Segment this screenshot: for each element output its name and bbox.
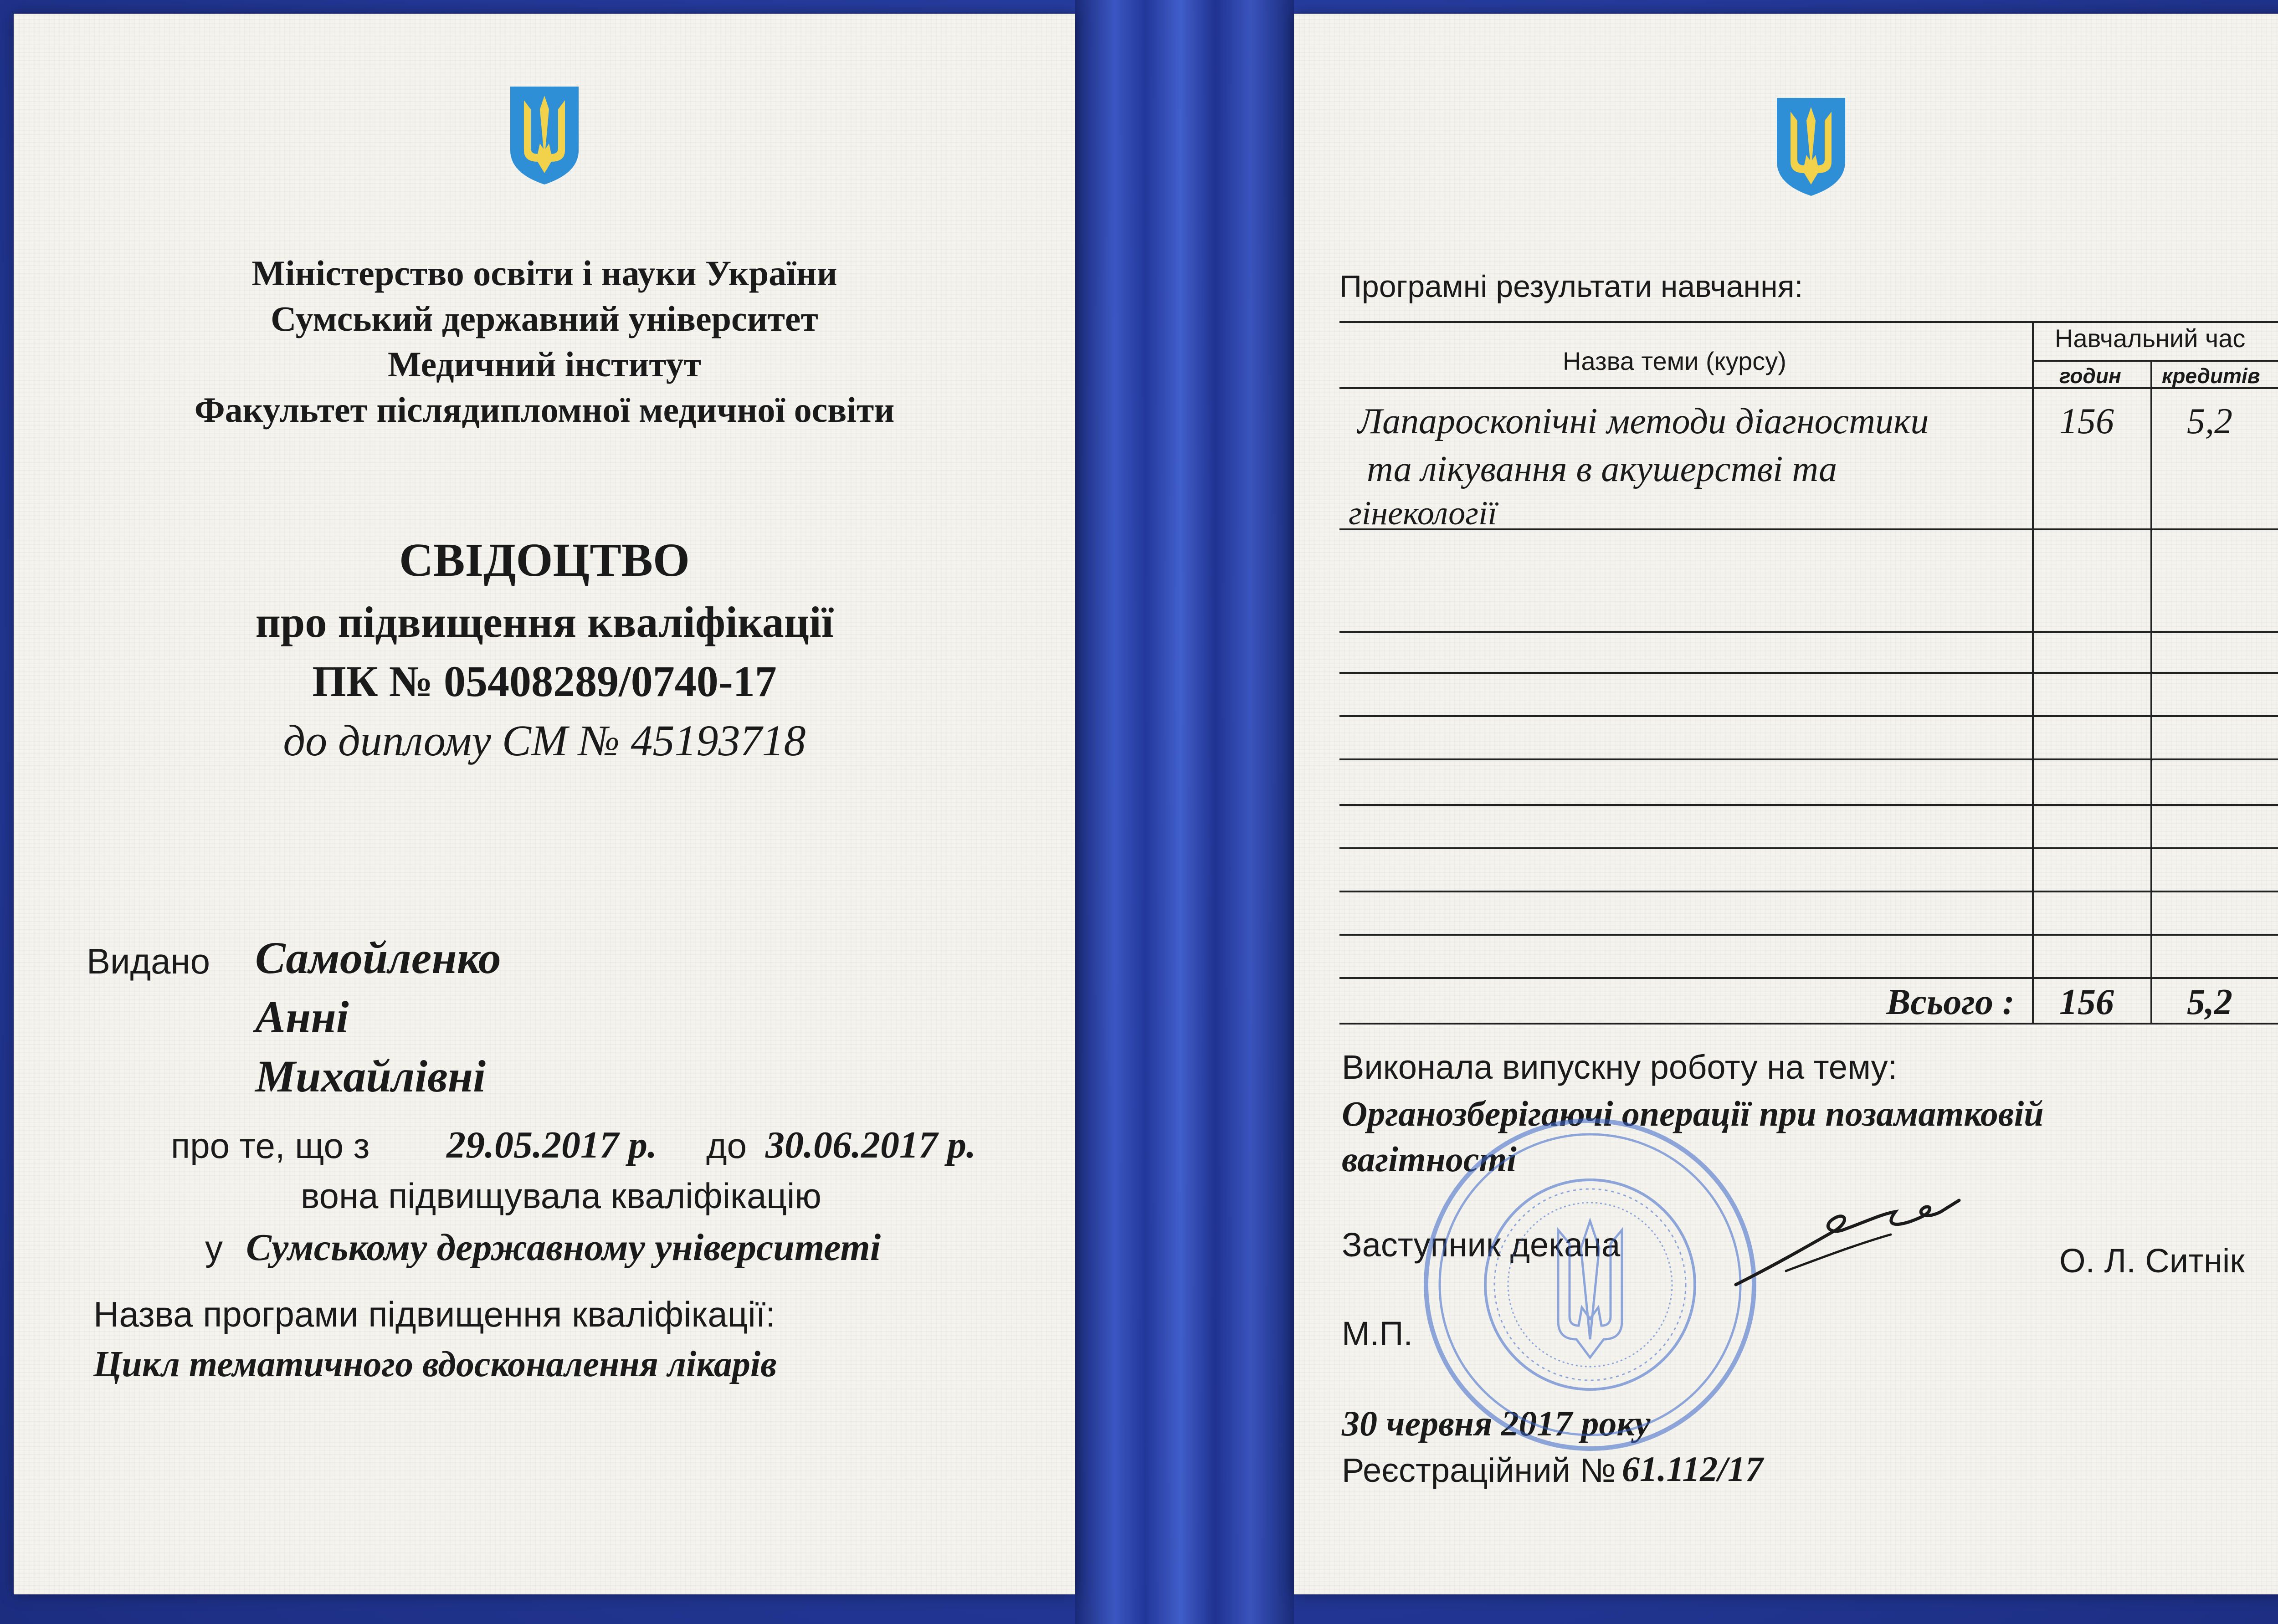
results-label: Програмні результати навчання:: [1339, 269, 1803, 304]
topic-line: гінекології: [1349, 495, 1498, 532]
row-hours: 156: [2059, 401, 2114, 441]
total-credits: 5,2: [2187, 982, 2232, 1022]
left-page: [14, 14, 1075, 1594]
issue-date: 30 червня 2017 року: [1342, 1404, 1651, 1443]
registration-number: 61.112/17: [1622, 1449, 1763, 1489]
ministry-line: Міністерство освіти і науки України: [251, 253, 837, 293]
qualification-text: вона підвищувала кваліфікацію: [301, 1176, 821, 1216]
table-header-divider: [2032, 360, 2278, 362]
total-label: Всього :: [1886, 982, 2015, 1022]
topic-line: Лапароскопічні методи діагностики: [1358, 401, 1929, 441]
table-top-border: [1339, 321, 2278, 323]
diploma-reference: до диплому СМ № 45193718: [283, 716, 806, 765]
university-line: Сумський державний університет: [271, 299, 818, 338]
table-row-line: [1339, 672, 2278, 674]
location-prefix: у: [205, 1228, 223, 1268]
period-text-start: про те, що з: [171, 1126, 370, 1166]
table-row-line: [1339, 934, 2278, 936]
deputy-name: О. Л. Ситнік: [2059, 1242, 2245, 1280]
column-header-credits: кредитів: [2162, 364, 2260, 388]
institute-line: Медичний інститут: [388, 344, 701, 384]
thesis-label: Виконала випускну роботу на тему:: [1342, 1048, 1898, 1086]
cover-spine: [1075, 0, 1294, 1624]
program-name: Цикл тематичного вдосконалення лікарів: [93, 1344, 777, 1384]
table-column-line: [2032, 321, 2034, 1023]
registration-label: Реєстраційний №: [1342, 1451, 1616, 1489]
document-number: ПК № 05408289/0740-17: [312, 657, 777, 706]
total-hours: 156: [2059, 982, 2114, 1022]
table-row-line: [1339, 977, 2278, 979]
recipient-first-name: Анні: [255, 992, 349, 1042]
recipient-surname: Самойленко: [255, 932, 501, 983]
table-row-line: [1339, 758, 2278, 760]
official-seal-icon: [1417, 1112, 1763, 1458]
table-bottom-border: [1339, 1023, 2278, 1025]
document-title: СВІДОЦТВО: [399, 534, 690, 586]
column-header-hours: годин: [2059, 364, 2121, 388]
table-row-line: [1339, 715, 2278, 717]
table-row-line: [1339, 847, 2278, 849]
table-header-bottom: [1339, 387, 2278, 389]
location-name: Сумському державному університеті: [246, 1226, 881, 1269]
period-text-to: до: [706, 1126, 747, 1166]
issued-label: Видано: [87, 941, 210, 981]
faculty-line: Факультет післядипломної медичної освіти: [194, 390, 895, 430]
date-to: 30.06.2017 р.: [765, 1124, 976, 1166]
table-column-line: [2150, 360, 2152, 1023]
program-label: Назва програми підвищення кваліфікації:: [93, 1294, 776, 1334]
column-header-topic: Назва теми (курсу): [1563, 347, 1786, 375]
table-row-line: [1339, 631, 2278, 633]
seal-label: М.П.: [1342, 1315, 1413, 1352]
date-from: 29.05.2017 р.: [446, 1124, 657, 1166]
document-subtitle: про підвищення кваліфікації: [255, 598, 834, 646]
thesis-title-line: вагітності: [1342, 1139, 1517, 1179]
trident-emblem-icon: [506, 82, 583, 187]
deputy-label: Заступник декана: [1342, 1226, 1621, 1264]
row-credits: 5,2: [2187, 401, 2232, 441]
trident-emblem-icon: [1772, 93, 1850, 198]
signature-icon: [1731, 1180, 1968, 1298]
recipient-patronymic: Михайлівні: [255, 1051, 486, 1101]
column-header-time: Навчальний час: [2055, 324, 2246, 353]
thesis-title-line: Органозберігаючі операції при позаматковій: [1342, 1094, 2044, 1133]
table-row-line: [1339, 891, 2278, 892]
topic-line: та лікування в акушерстві та: [1367, 449, 1837, 489]
table-row-line: [1339, 804, 2278, 806]
